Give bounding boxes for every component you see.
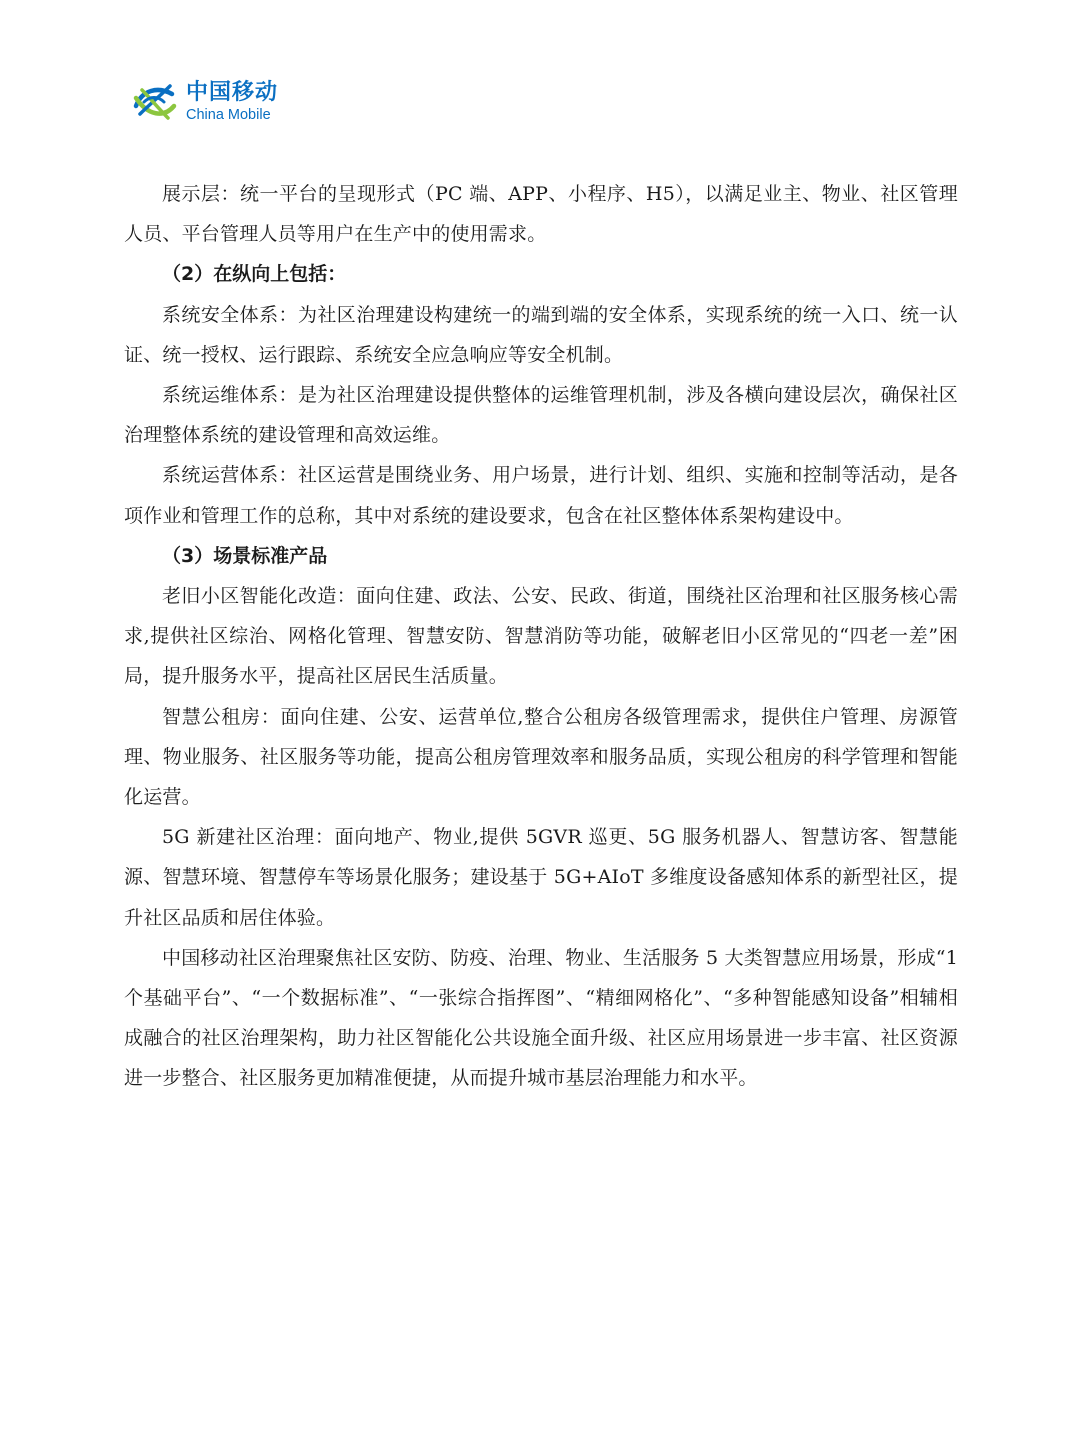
paragraph-system-maintenance: 系统运维体系：是为社区治理建设提供整体的运维管理机制，涉及各横向建设层次，确保社区治理整体系统的建设管理和高效运维。 <box>124 384 958 447</box>
paragraph-system-security: 系统安全体系：为社区治理建设构建统一的端到端的安全体系，实现系统的统一入口、统一认证、统一授权、运行跟踪、系统安全应急响应等安全机制。 <box>124 303 958 366</box>
china-mobile-logo-icon <box>128 76 180 128</box>
logo-english-name: China Mobile <box>186 106 271 123</box>
heading-scenario-products: （3）场景标准产品 <box>162 544 328 567</box>
paragraph-system-operation: 系统运营体系：社区运营是围绕业务、用户场景，进行计划、组织、实施和控制等活动，是各项作业和管理工作的总称，其中对系统的建设要求，包含在社区整体体系架构建设中。 <box>124 464 958 527</box>
paragraph-presentation-layer: 展示层：统一平台的呈现形式（PC 端、APP、小程序、H5），以满足业主、物业、社区管理人员、平台管理人员等用户在生产中的使用需求。 <box>124 183 958 246</box>
paragraph-summary: 中国移动社区治理聚焦社区安防、防疫、治理、物业、生活服务 5 大类智慧应用场景，形成“1 个基础平台”、“一个数据标准”、“一张综合指挥图”、“精细网格化”、“多种智能感知设备”相辅相成融合的社区治理架构，助力社区智能化公共设施全面升级、社区应用场景进一步丰富、社区资源进一步整合、社区服务更加精准便捷，从而提升城市基层治理能力和水平。 <box>124 946 958 1090</box>
china-mobile-logo <box>128 74 278 130</box>
logo-chinese-name: 中国移动 <box>186 79 279 105</box>
document-body <box>124 174 958 1099</box>
paragraph-5g-new-community: 5G 新建社区治理：面向地产、物业,提供 5GVR 巡更、5G 服务机器人、智慧访客、智慧能源、智慧环境、智慧停车等场景化服务；建设基于 5G+AIoT 多维度设备感知体系的新型社区，提升社区品质和居住体验。 <box>124 826 958 929</box>
paragraph-public-rental-housing: 智慧公租房：面向住建、公安、运营单位,整合公租房各级管理需求，提供住户管理、房源管理、物业服务、社区服务等功能，提高公租房管理效率和服务品质，实现公租房的科学管理和智能化运营。 <box>124 705 958 809</box>
paragraph-old-community-upgrade: 老旧小区智能化改造：面向住建、政法、公安、民政、街道，围绕社区治理和社区服务核心需求,提供社区综治、网格化管理、智慧安防、智慧消防等功能，破解老旧小区常见的“四老一差”困局，提升服务水平，提高社区居民生活质量。 <box>124 585 958 688</box>
heading-vertical-structure: （2）在纵向上包括： <box>162 263 347 286</box>
